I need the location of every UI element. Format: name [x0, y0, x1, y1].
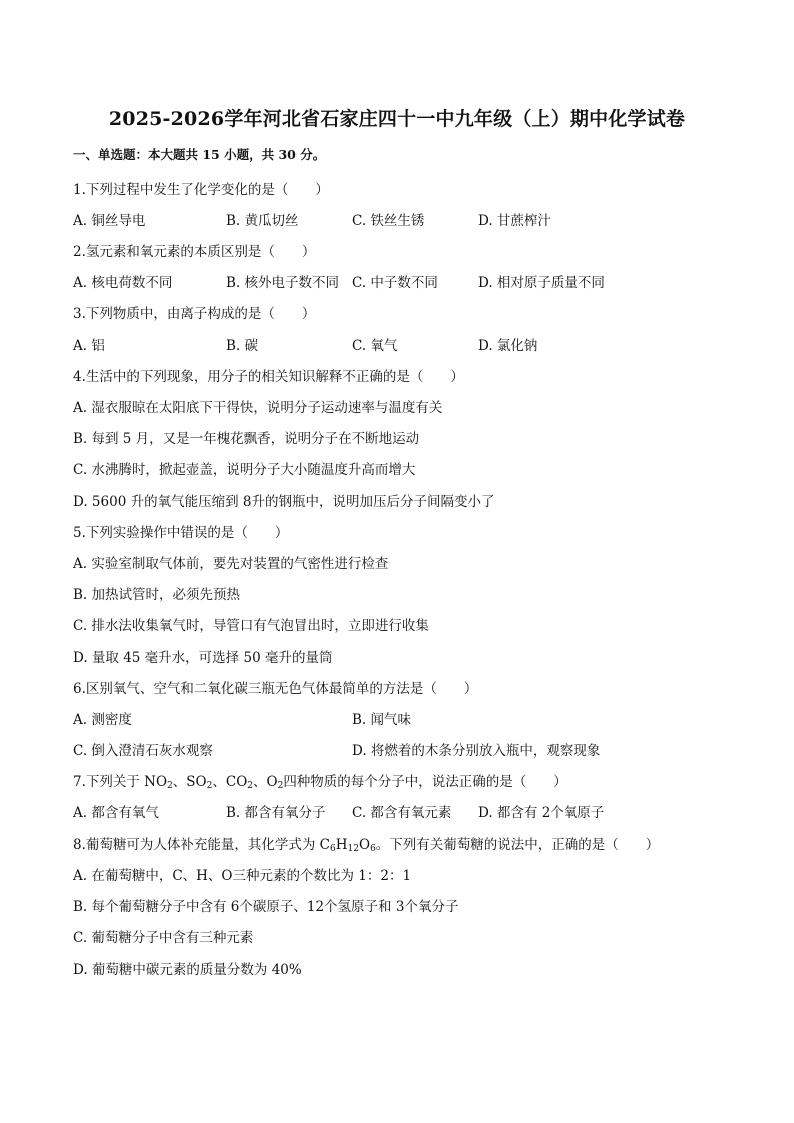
question-5-option-a: A. 实验室制取气体前，要先对装置的气密性进行检查 [73, 556, 389, 572]
question-5-option-c: C. 排水法收集氧气时，导管口有气泡冒出时，立即进行收集 [73, 618, 429, 634]
question-4-option-d: D. 5600 升的氧气能压缩到 8升的钢瓶中，说明加压后分子间隔变小了 [73, 494, 495, 510]
question-3-option-c: C. 氧气 [352, 338, 398, 354]
question-3-option-a: A. 铝 [73, 338, 105, 354]
question-7-stem-post: 四种物质的每个分子中，说法正确的是（ ） [283, 774, 567, 790]
question-2-option-a: A. 核电荷数不同 [73, 275, 173, 291]
question-7-sep: 、SO [172, 774, 207, 790]
subscript: 2 [206, 781, 213, 791]
question-7-option-d: D. 都含有 2个氧原子 [478, 805, 605, 821]
question-6-option-d: D. 将燃着的木条分别放入瓶中，观察现象 [352, 743, 601, 759]
question-8-stem-post: 。下列有关葡萄糖的说法中，正确的是（ ） [375, 837, 660, 853]
subscript: 12 [347, 844, 359, 854]
question-3-option-d: D. 氯化钠 [478, 338, 538, 354]
formula-h: H [335, 837, 348, 853]
question-8-option-d: D. 葡萄糖中碳元素的质量分数为 40% [73, 962, 302, 978]
question-8-option-b: B. 每个葡萄糖分子中含有 6个碳原子、12个氢原子和 3个氧分子 [73, 899, 459, 915]
question-4-stem: 4.生活中的下列现象，用分子的相关知识解释不正确的是（ ） [73, 369, 464, 385]
question-4-option-c: C. 水沸腾时，掀起壶盖，说明分子大小随温度升高而增大 [73, 462, 416, 478]
question-6-option-a: A. 测密度 [73, 712, 132, 728]
question-8-option-a: A. 在葡萄糖中，C、H、O三种元素的个数比为 1：2：1 [73, 868, 412, 884]
question-1-stem: 1.下列过程中发生了化学变化的是（ ） [73, 182, 329, 198]
question-2-option-c: C. 中子数不同 [352, 275, 438, 291]
question-8-option-c: C. 葡萄糖分子中含有三种元素 [73, 930, 254, 946]
question-1-option-c: C. 铁丝生锈 [352, 213, 425, 229]
question-6-option-b: B. 闻气味 [352, 712, 412, 728]
question-8-stem [73, 833, 659, 853]
question-7-stem-pre: 7.下列关于 NO [73, 774, 168, 790]
subscript: 2 [167, 781, 173, 791]
question-1-option-a: A. 铜丝导电 [73, 213, 146, 229]
formula-o: O [358, 837, 371, 853]
question-7-sep: 、O [253, 774, 278, 790]
question-7-stem [73, 770, 567, 790]
subscript: 2 [277, 781, 284, 791]
question-7-option-c: C. 都含有氧元素 [352, 805, 452, 821]
question-3-option-b: B. 碳 [226, 338, 259, 354]
question-5-option-b: B. 加热试管时，必须先预热 [73, 587, 241, 603]
question-6-option-c: C. 倒入澄清石灰水观察 [73, 743, 213, 759]
section-heading: 一、单选题：本大题共 15 小题，共 30 分。 [73, 147, 326, 162]
question-1-option-d: D. 甘蔗榨汁 [478, 213, 551, 229]
question-4-option-b: B. 每到 5 月，又是一年槐花飘香，说明分子在不断地运动 [73, 431, 420, 447]
subscript: 2 [247, 781, 253, 791]
question-7-sep: 、CO [212, 774, 248, 790]
question-5-stem: 5.下列实验操作中错误的是（ ） [73, 525, 289, 541]
question-2-option-d: D. 相对原子质量不同 [478, 275, 605, 291]
question-5-option-d: D. 量取 45 毫升水，可选择 50 毫升的量筒 [73, 650, 333, 666]
question-1-option-b: B. 黄瓜切丝 [226, 213, 299, 229]
question-2-option-b: B. 核外电子数不同 [226, 275, 340, 291]
question-8-stem-pre: 8.葡萄糖可为人体补充能量，其化学式为 C [73, 837, 331, 853]
subscript: 6 [370, 844, 376, 854]
question-7-option-b: B. 都含有氧分子 [226, 805, 326, 821]
question-4-option-a: A. 湿衣服晾在太阳底下干得快，说明分子运动速率与温度有关 [73, 400, 443, 416]
subscript: 6 [330, 844, 336, 854]
question-3-stem: 3.下列物质中，由离子构成的是（ ） [73, 306, 316, 322]
question-7-option-a: A. 都含有氧气 [73, 805, 159, 821]
exam-title: 2025-2026学年河北省石家庄四十一中九年级（上）期中化学试卷 [108, 108, 686, 130]
question-6-stem: 6.区别氧气、空气和二氧化碳三瓶无色气体最简单的方法是（ ） [73, 681, 478, 697]
question-2-stem: 2.氢元素和氧元素的本质区别是（ ） [73, 244, 316, 260]
